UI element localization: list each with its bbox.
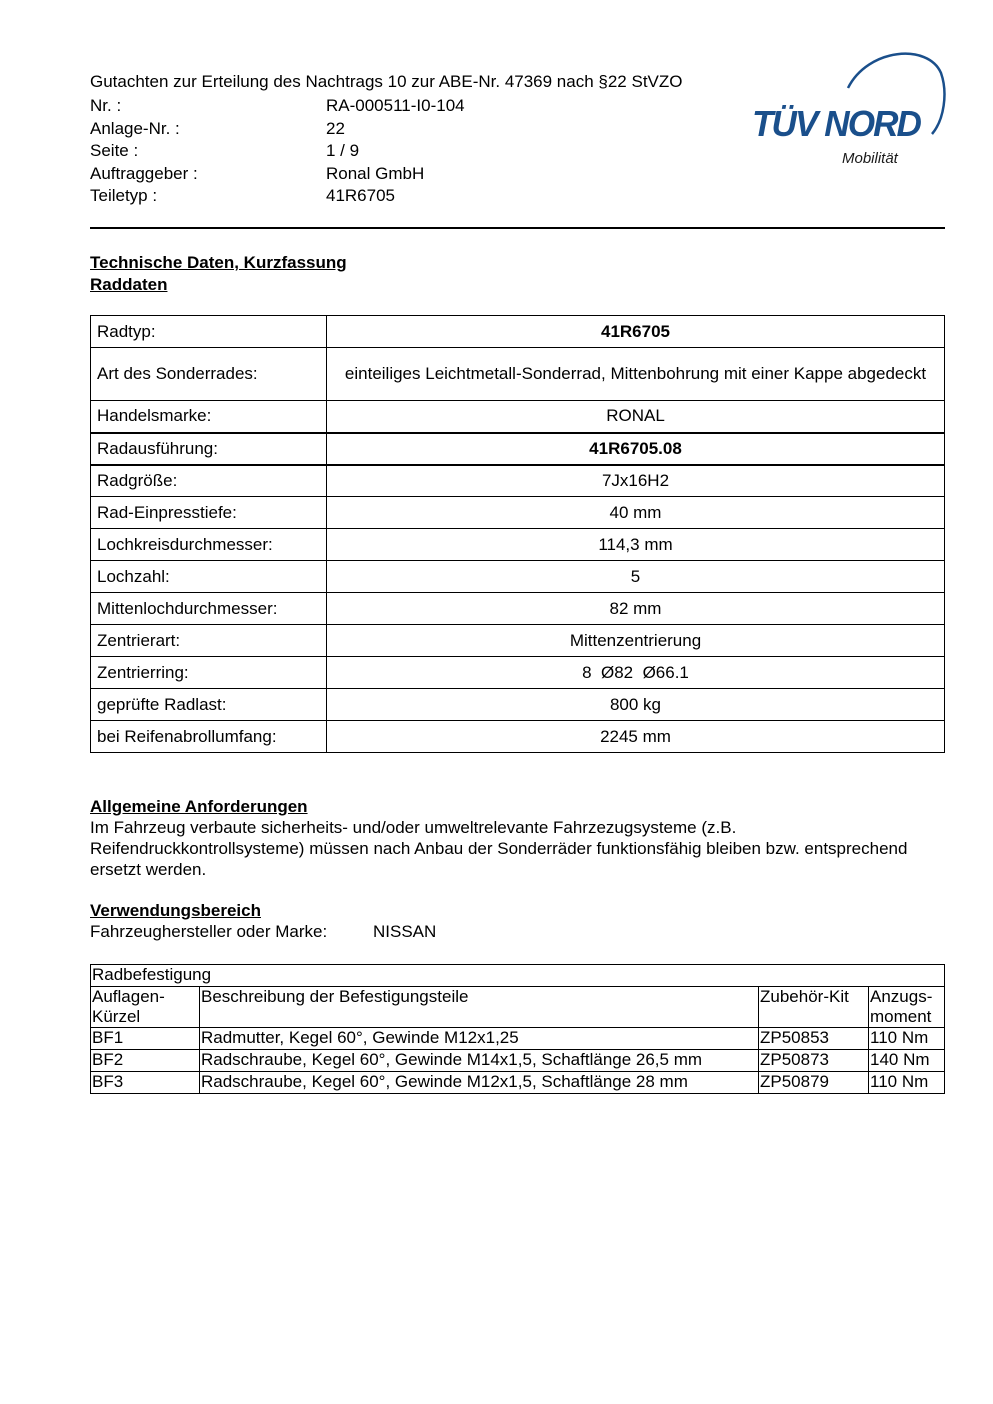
table-cell: BF2 [91, 1050, 200, 1072]
row-value: RONAL [327, 401, 945, 433]
row-value: einteiliges Leichtmetall-Sonderrad, Mittenbohrung mit einer Kappe abgedeckt [327, 348, 945, 401]
technische-heading: Technische Daten, Kurzfassung [90, 253, 347, 272]
document-title: Gutachten zur Erteilung des Nachtrags 10 zur ABE-Nr. 47369 nach §22 StVZO [90, 72, 683, 91]
table-cell: Radmutter, Kegel 60°, Gewinde M12x1,25 [200, 1028, 759, 1050]
radbefestigung-title: Radbefestigung [91, 965, 945, 987]
table-cell: 110 Nm [869, 1072, 945, 1094]
header-value: 22 [326, 118, 345, 138]
table-cell: 110 Nm [869, 1028, 945, 1050]
allgemeine-heading: Allgemeine Anforderungen [90, 797, 308, 816]
row-value: Mittenzentrierung [327, 625, 945, 657]
row-value: 2245 mm [327, 721, 945, 753]
row-value: 5 [327, 561, 945, 593]
header-key: Auftraggeber : [90, 163, 198, 183]
allgemeine-section [90, 796, 950, 880]
table-row [91, 689, 945, 721]
table-row [91, 1028, 945, 1050]
row-label: Zentrierring: [91, 657, 327, 689]
table-row [91, 721, 945, 753]
table-row [91, 561, 945, 593]
svg-text:TÜV NORD: TÜV NORD [752, 103, 921, 144]
table-row [91, 348, 945, 401]
row-label: Art des Sonderrades: [91, 348, 327, 401]
table-header-row [91, 987, 945, 1028]
tuev-nord-logo [748, 48, 948, 170]
column-header: Beschreibung der Befestigungsteile [200, 987, 759, 1028]
header-info [90, 95, 465, 208]
row-label: Handelsmarke: [91, 401, 327, 433]
table-cell: BF3 [91, 1072, 200, 1094]
table-row [91, 497, 945, 529]
row-label: Lochzahl: [91, 561, 327, 593]
header-row-seite [90, 140, 465, 163]
svg-text:Mobilität: Mobilität [842, 150, 898, 167]
row-value: 82 mm [327, 593, 945, 625]
header-row-anlage [90, 118, 465, 141]
row-value: 40 mm [327, 497, 945, 529]
table-row [91, 625, 945, 657]
table-cell: ZP50853 [759, 1028, 869, 1050]
row-label: Rad-Einpresstiefe: [91, 497, 327, 529]
raddaten-heading: Raddaten [90, 275, 168, 294]
technische-section [90, 252, 347, 296]
table-row [91, 401, 945, 433]
row-label: Zentrierart: [91, 625, 327, 657]
column-header: Anzugs-moment [869, 987, 945, 1028]
row-label: Radausführung: [91, 433, 327, 465]
header-key: Seite : [90, 141, 139, 160]
table-cell: ZP50879 [759, 1072, 869, 1094]
table-row [91, 1072, 945, 1094]
header-row-nr [90, 95, 465, 118]
row-label: Radtyp: [91, 316, 327, 348]
column-header: Auflagen-Kürzel [91, 987, 200, 1028]
row-label: geprüfte Radlast: [91, 689, 327, 721]
radbefestigung-table [90, 964, 945, 1094]
header-row-auftraggeber [90, 163, 465, 186]
table-cell: 140 Nm [869, 1050, 945, 1072]
row-label: Lochkreisdurchmesser: [91, 529, 327, 561]
row-value: 114,3 mm [327, 529, 945, 561]
header-value: Ronal GmbH [326, 163, 425, 183]
row-value: 800 kg [327, 689, 945, 721]
fahrzeughersteller-label: Fahrzeughersteller oder Marke: [90, 922, 328, 941]
header-value: 41R6705 [326, 186, 396, 205]
table-cell: Radschraube, Kegel 60°, Gewinde M14x1,5, Schaftlänge 26,5 mm [200, 1050, 759, 1072]
row-label: bei Reifenabrollumfang: [91, 721, 327, 753]
header-divider [90, 227, 945, 229]
header-key: Teiletyp : [90, 186, 158, 205]
table-row [91, 529, 945, 561]
table-row [91, 657, 945, 689]
row-label: Mittenlochdurchmesser: [91, 593, 327, 625]
row-label: Radgröße: [91, 465, 327, 497]
table-cell: ZP50873 [759, 1050, 869, 1072]
table-row [91, 433, 945, 465]
header-key: Anlage-Nr. : [90, 118, 180, 138]
fahrzeughersteller-row [90, 921, 436, 942]
header-value: 1 / 9 [326, 141, 360, 160]
allgemeine-text: Im Fahrzeug verbaute sicherheits- und/oder umweltrelevante Fahrzezugsysteme (z.B. Reifendruckkontrollsysteme) müssen nach Anbau der Sonderräder funktionsfähig bleiben bzw. entsprechend ersetzt werden. [90, 818, 908, 879]
table-row [91, 593, 945, 625]
table-row [91, 465, 945, 497]
header-value: RA-000511-I0-104 [326, 96, 465, 115]
header-row-teiletyp [90, 185, 465, 208]
table-cell: Radschraube, Kegel 60°, Gewinde M12x1,5, Schaftlänge 28 mm [200, 1072, 759, 1094]
column-header: Zubehör-Kit [759, 987, 869, 1028]
table-row [91, 1050, 945, 1072]
verwendung-heading: Verwendungsbereich [90, 901, 261, 920]
table-cell: BF1 [91, 1028, 200, 1050]
table-row [91, 316, 945, 348]
row-value: 41R6705.08 [327, 433, 945, 465]
raddaten-table [90, 315, 945, 753]
header-key: Nr. : [90, 96, 122, 115]
row-value: 7Jx16H2 [327, 465, 945, 497]
verwendung-section [90, 900, 436, 942]
fahrzeughersteller-value: NISSAN [373, 922, 437, 941]
row-value: 41R6705 [327, 316, 945, 348]
table-title-row [91, 965, 945, 987]
row-value: 8 Ø82 Ø66.1 [327, 657, 945, 689]
